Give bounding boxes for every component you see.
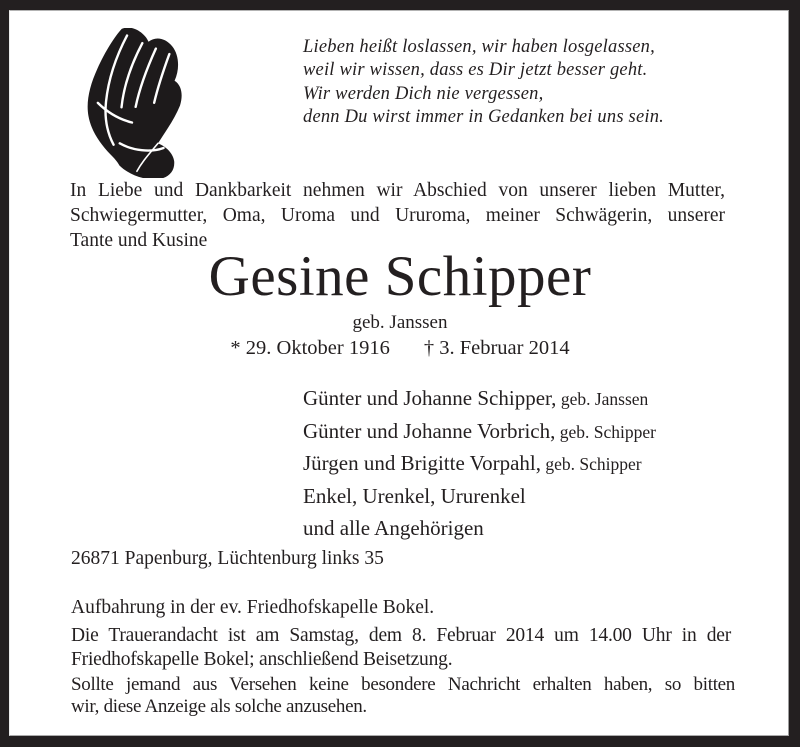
verse [303, 36, 664, 130]
funeral-info-notice [71, 674, 735, 718]
mourner-names: Günter und Johanne Vorbrich, [303, 418, 556, 443]
mourners-list [303, 383, 656, 546]
verse-line: Lieben heißt loslassen, wir haben losgelassen, [303, 37, 655, 57]
funeral-notice-line: wir, diese Anzeige als solche anzusehen. [71, 696, 367, 718]
mourner-row [303, 513, 656, 546]
funeral-info-laying-out: Aufbahrung in der ev. Friedhofskapelle Bokel. [71, 597, 435, 618]
mourner-row [303, 448, 656, 481]
funeral-info-service [71, 624, 731, 673]
deceased-maiden-name: geb. Janssen [352, 312, 448, 333]
mourner-row [303, 383, 656, 416]
mourner-row [303, 416, 656, 449]
funeral-service-line: Die Trauerandacht ist am Samstag, dem 8. Februar 2014 um 14.00 Uhr in der [71, 625, 731, 646]
funeral-notice-line: Sollte jemand aus Versehen keine besondere Nachricht erhalten haben, so bitten [71, 674, 735, 695]
verse-line: denn Du wirst immer in Gedanken bei uns sein. [303, 107, 664, 128]
mourner-maiden: geb. Schipper [555, 421, 656, 442]
mourner-maiden: geb. Schipper [541, 454, 642, 475]
birth-date: * 29. Oktober 1916 [230, 337, 390, 359]
family-address: 26871 Papenburg, Lüchtenburg links 35 [71, 548, 384, 569]
verse-line: weil wir wissen, dass es Dir jetzt besser geht. [303, 60, 648, 81]
praying-hands-icon [64, 28, 192, 178]
intro-line: Tante und Kusine [70, 230, 208, 252]
mourner-row [303, 481, 656, 514]
mourner-names: und alle Angehörigen [303, 516, 484, 541]
intro-line: Schwiegermutter, Oma, Uroma und Ururoma, meiner Schwägerin, unserer [70, 205, 725, 227]
deceased-name: Gesine Schipper [208, 245, 592, 308]
mourner-names: Jürgen und Brigitte Vorpahl, [303, 451, 541, 476]
intro-paragraph [70, 178, 725, 254]
funeral-service-line: Friedhofskapelle Bokel; anschließend Beisetzung. [71, 649, 453, 671]
death-date: † 3. Februar 2014 [423, 337, 570, 359]
mourner-maiden: geb. Janssen [556, 389, 649, 409]
intro-line: In Liebe und Dankbarkeit nehmen wir Abschied von unserer lieben Mutter, [70, 180, 725, 201]
mourner-names: Enkel, Urenkel, Ururenkel [303, 483, 526, 508]
life-dates [0, 337, 800, 360]
verse-line: Wir werden Dich nie vergessen, [303, 83, 544, 104]
mourner-names: Günter und Johanne Schipper, [303, 386, 557, 410]
